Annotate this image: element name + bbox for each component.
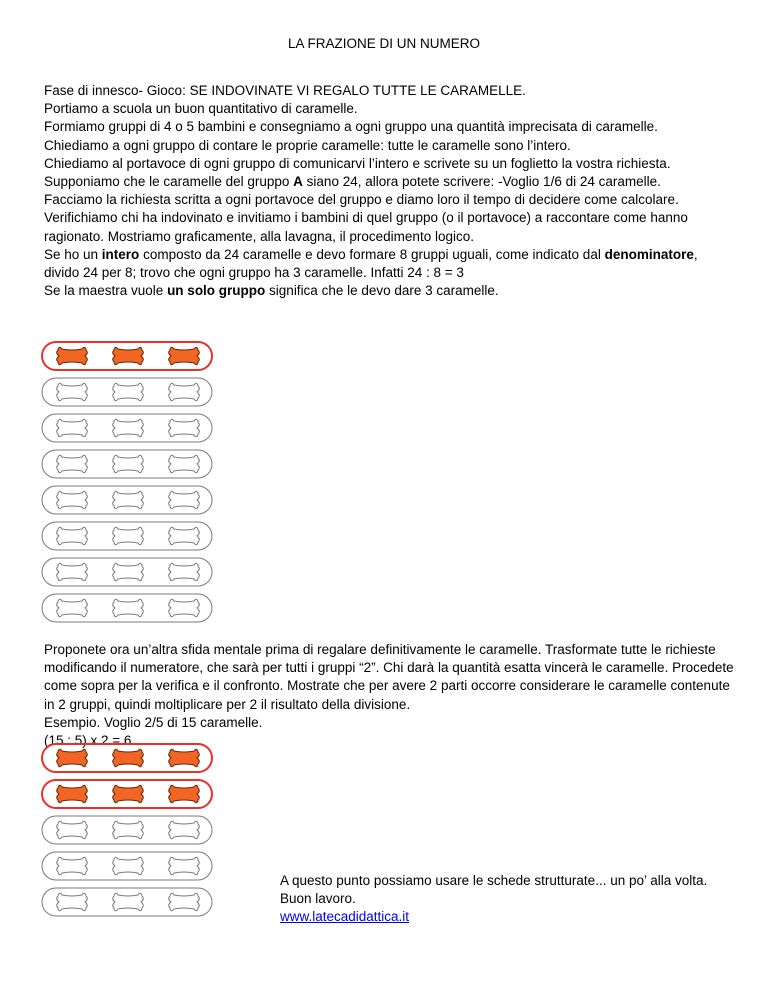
- candy-groups-figure-2: [0, 740, 260, 930]
- candy-icon: [113, 599, 144, 617]
- candy-icon: [57, 563, 88, 581]
- candy-icon: [169, 419, 200, 437]
- intro-paragraph: Verifichiamo chi ha indovinato e invitiamo i bambini di quel gruppo (o il portavoce) a raccontare come hanno ragionato. Mostriamo graficamente, alla lavagna, il procedimento logico.: [44, 210, 688, 244]
- closing-text: [280, 872, 707, 927]
- candy-icon: [57, 821, 88, 839]
- candy-icon: [169, 563, 200, 581]
- candy-icon: [169, 821, 200, 839]
- second-text: [44, 641, 734, 750]
- candy-icon: [169, 749, 200, 767]
- candy-icon: [57, 599, 88, 617]
- website-link[interactable]: www.latecadidattica.it: [280, 909, 410, 925]
- candy-icon: [113, 527, 144, 545]
- candy-icon: [169, 857, 200, 875]
- candy-icon: [113, 419, 144, 437]
- intro-paragraph: Facciamo la richiesta scritta a ogni portavoce del gruppo e diamo loro il tempo di decidere come calcolare.: [44, 192, 679, 208]
- candy-icon: [169, 455, 200, 473]
- bold-term: denominatore: [604, 246, 694, 262]
- page-title: LA FRAZIONE DI UN NUMERO: [287, 36, 481, 51]
- candy-icon: [113, 857, 144, 875]
- bold-term: un solo gruppo: [167, 283, 266, 299]
- intro-paragraph: Chiediamo a ogni gruppo di contare le proprie caramelle: tutte le caramelle sono l’intero.: [44, 137, 571, 153]
- candy-icon: [169, 527, 200, 545]
- candy-icon: [113, 383, 144, 401]
- candy-icon: [113, 749, 144, 767]
- candy-icon: [169, 785, 200, 803]
- candy-icon: [113, 563, 144, 581]
- candy-icon: [113, 455, 144, 473]
- candy-icon: [113, 785, 144, 803]
- intro-paragraph: Portiamo a scuola un buon quantitativo di caramelle.: [44, 101, 358, 117]
- intro-paragraph: Fase di innesco- Gioco: SE INDOVINATE VI REGALO TUTTE LE CARAMELLE.: [44, 83, 526, 98]
- intro-paragraph: Formiamo gruppi di 4 o 5 bambini e consegniamo a ogni gruppo una quantità imprecisata di caramelle.: [44, 119, 658, 135]
- group-letter: A: [293, 174, 303, 190]
- intro-paragraph: Se ho un intero composto da 24 caramelle e devo formare 8 gruppi uguali, come indicato dal denominatore, divido 24 per 8; trovo che ogni gruppo ha 3 caramelle. Infatti 24 : 8 = 3: [44, 246, 698, 281]
- intro-paragraph: Chiediamo al portavoce di ogni gruppo di comunicarvi l’intero e scrivete su un foglietto la vostra richiesta. Supponiamo che le caramelle del gruppo A siano 24, allora potete scrivere: -Voglio 1/6 di 24 caramelle.: [44, 155, 671, 190]
- intro-text: [44, 82, 734, 300]
- candy-icon: [57, 491, 88, 509]
- example-line: Esempio. Voglio 2/5 di 15 caramelle.: [44, 714, 263, 730]
- closing-line: Buon lavoro.: [280, 891, 356, 907]
- candy-icon: [57, 527, 88, 545]
- candy-icon: [57, 857, 88, 875]
- candy-icon: [57, 749, 88, 767]
- candy-icon: [113, 347, 144, 365]
- candy-icon: [169, 599, 200, 617]
- candy-icon: [57, 893, 88, 911]
- candy-icon: [57, 347, 88, 365]
- bold-term: intero: [101, 246, 140, 262]
- candy-icon: [169, 383, 200, 401]
- candy-icon: [57, 419, 88, 437]
- candy-icon: [113, 893, 144, 911]
- candy-icon: [169, 893, 200, 911]
- candy-icon: [113, 491, 144, 509]
- candy-icon: [113, 821, 144, 839]
- closing-line: A questo punto possiamo usare le schede strutturate... un po’ alla volta.: [280, 873, 708, 888]
- candy-icon: [57, 785, 88, 803]
- candy-icon: [169, 491, 200, 509]
- candy-icon: [57, 455, 88, 473]
- candy-icon: [169, 347, 200, 365]
- intro-paragraph: Se la maestra vuole un solo gruppo significa che le devo dare 3 caramelle.: [44, 283, 499, 299]
- second-paragraph: Proponete ora un’altra sfida mentale prima di regalare definitivamente le caramelle. Trasformate tutte le richieste modificando il numeratore, che sarà per tutti i gruppi “2”. Chi darà la quantità esatta vincerà le caramelle. Procedete come sopra per la verifica e il confronto. Mostrate che per avere 2 parti occorre considerare le caramelle contenute in 2 gruppi, quindi moltiplicare per 2 il risultato della divisione.: [44, 642, 734, 712]
- calculation-line: (15 : 5) x 2 = 6: [44, 733, 132, 749]
- candy-groups-figure-1: [0, 338, 260, 638]
- candy-icon: [57, 383, 88, 401]
